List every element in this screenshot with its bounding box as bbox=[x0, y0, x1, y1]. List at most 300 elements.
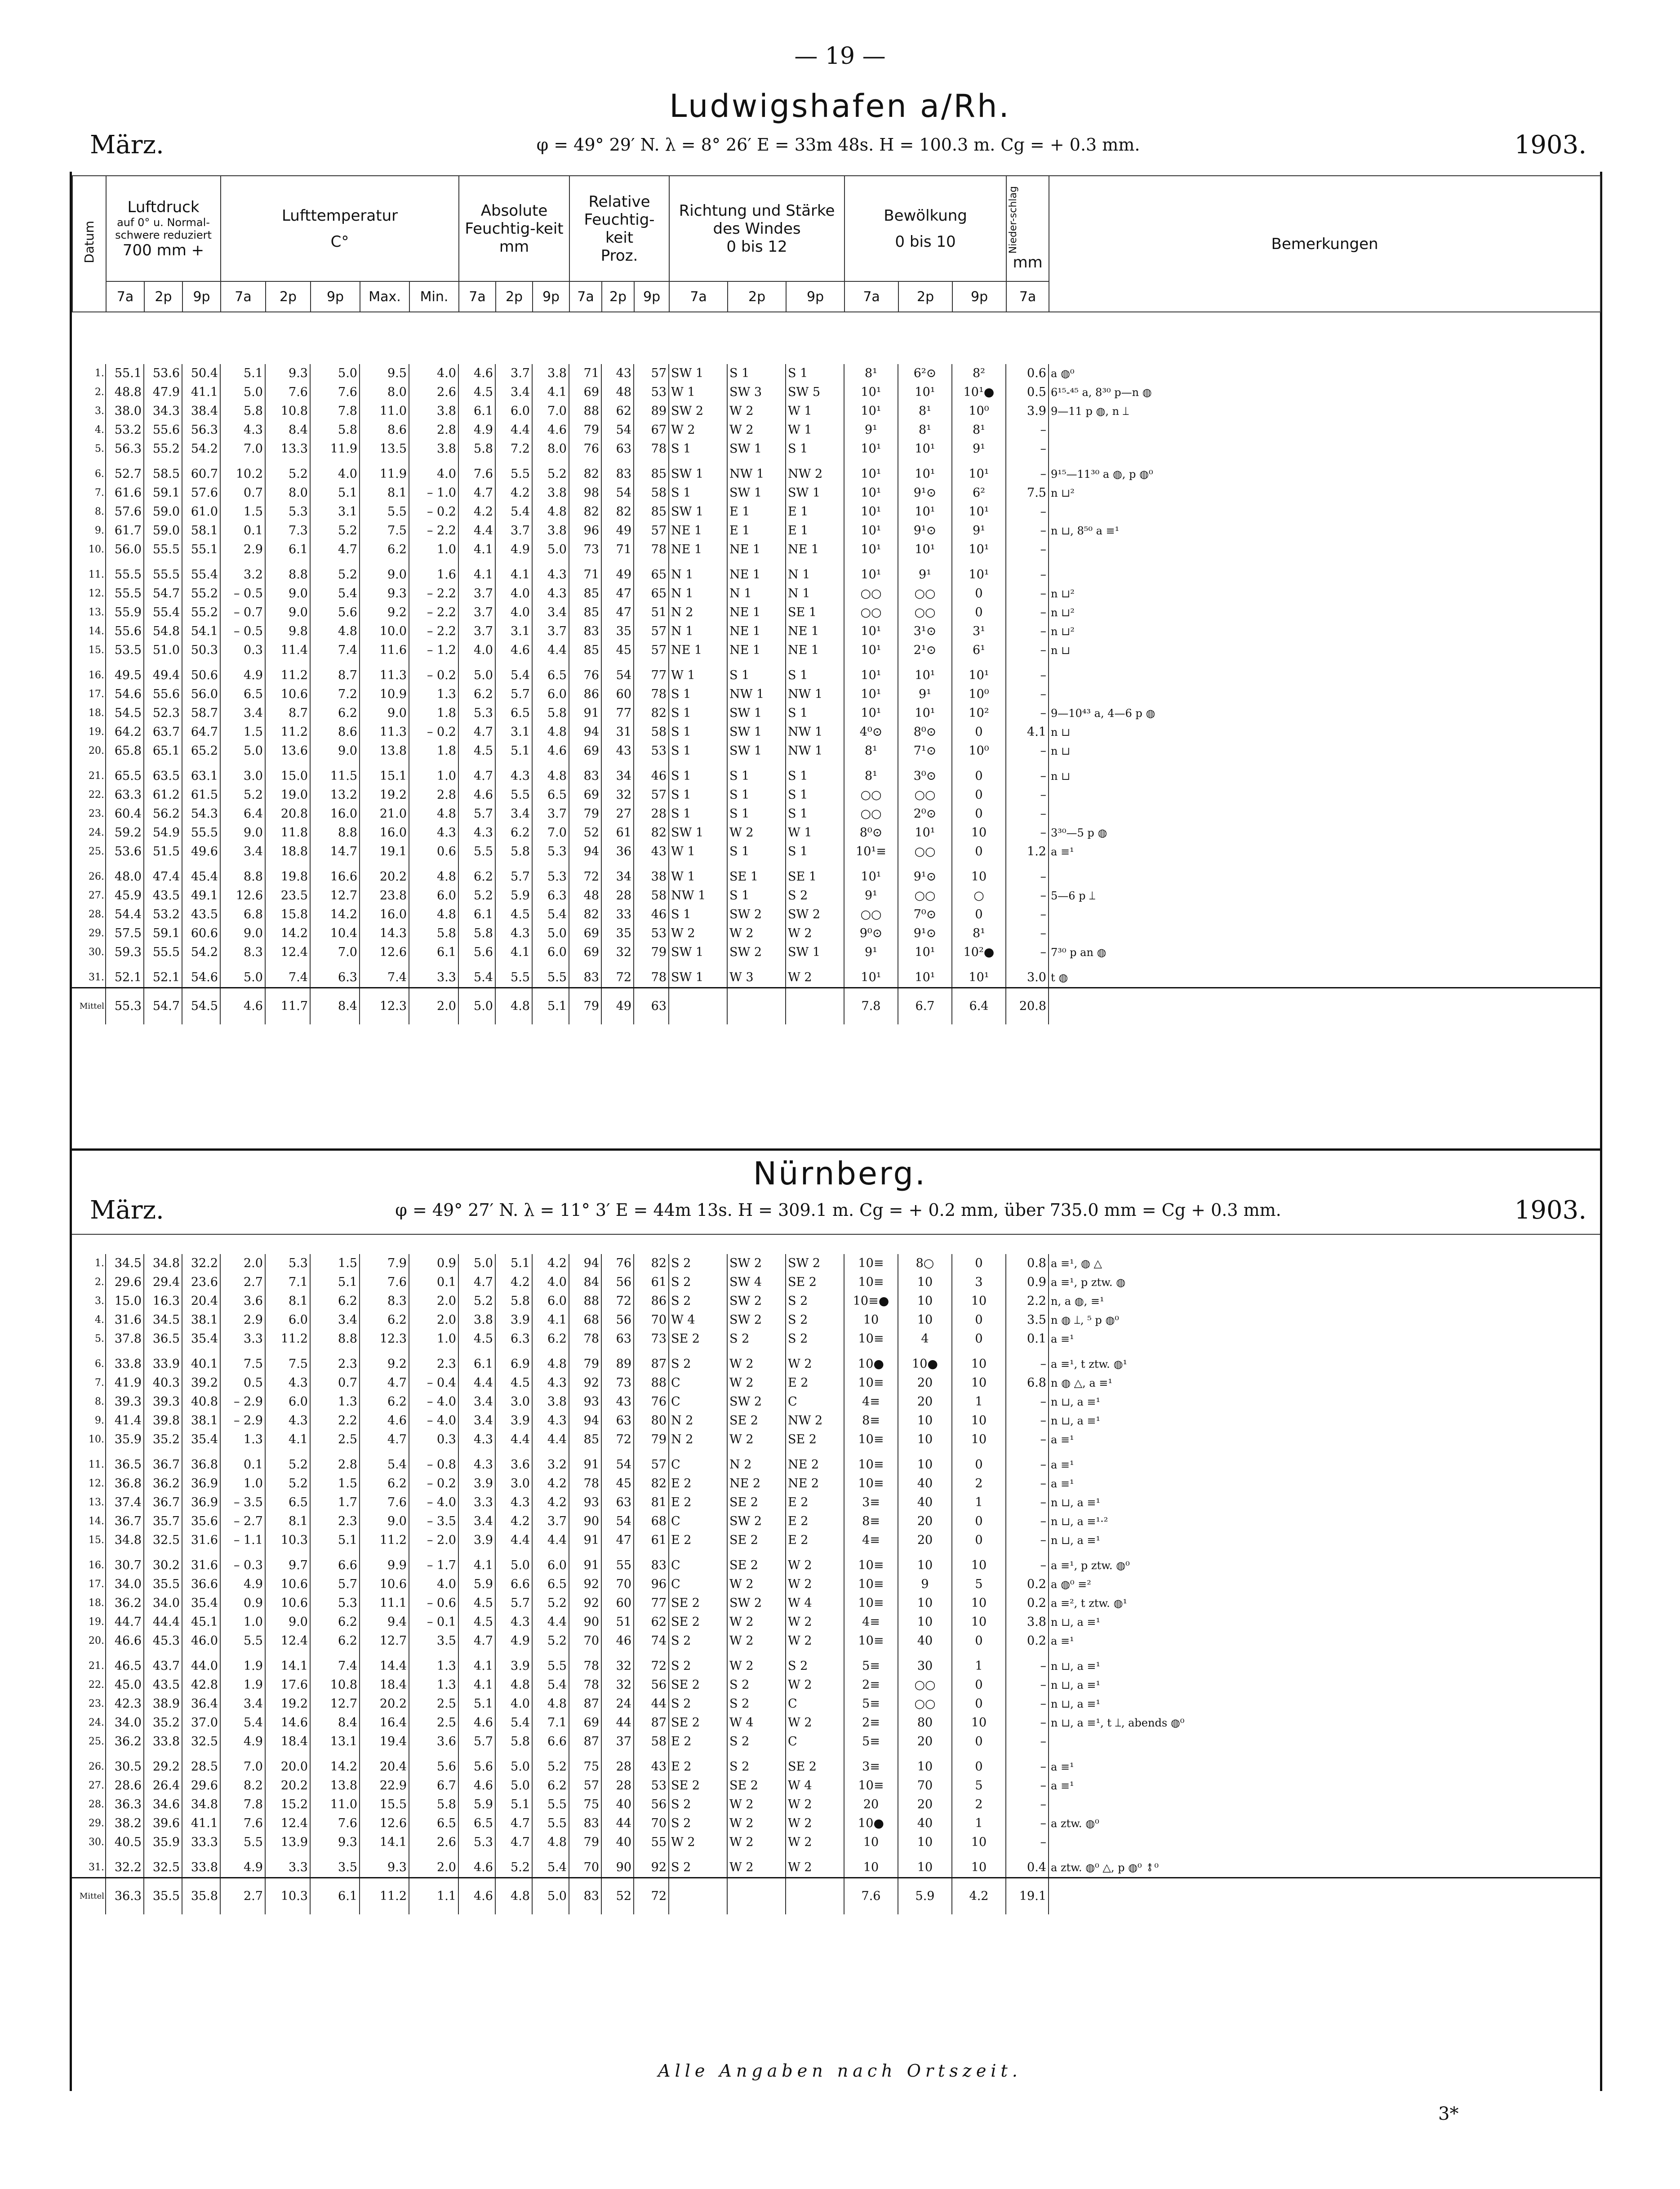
value-cell: 6.0 bbox=[532, 943, 569, 962]
table-row bbox=[72, 786, 1600, 805]
value-cell: 40 bbox=[898, 1632, 952, 1651]
value-cell: 11.1 bbox=[360, 1594, 409, 1613]
value-cell: S 1 bbox=[727, 805, 786, 823]
subheader-8: 7a bbox=[459, 281, 496, 312]
value-cell: 0 bbox=[952, 1676, 1006, 1695]
value-cell: SE 1 bbox=[727, 861, 786, 886]
value-cell: 31.6 bbox=[106, 1311, 144, 1330]
value-cell: 10≡ bbox=[844, 1632, 898, 1651]
value-cell: W 2 bbox=[727, 1348, 786, 1374]
value-cell: 92 bbox=[569, 1575, 601, 1594]
value-cell: W 1 bbox=[786, 823, 844, 842]
value-cell: S 2 bbox=[669, 1273, 727, 1292]
value-cell: 5.5 bbox=[220, 1632, 265, 1651]
value-cell: S 1 bbox=[669, 761, 727, 786]
value-cell: – bbox=[1006, 622, 1049, 641]
value-cell: 54.8 bbox=[144, 622, 182, 641]
value-cell: 70 bbox=[634, 1311, 669, 1330]
value-cell: 61 bbox=[601, 823, 634, 842]
value-cell: 5.8 bbox=[458, 924, 495, 943]
value-cell: 10 bbox=[952, 1852, 1006, 1878]
value-cell: 6.0 bbox=[532, 685, 569, 704]
value-cell: 54 bbox=[601, 660, 634, 685]
value-cell: S 1 bbox=[727, 786, 786, 805]
value-cell: 8≡ bbox=[844, 1411, 898, 1430]
value-cell: 69 bbox=[569, 786, 601, 805]
value-cell: 10¹ bbox=[952, 962, 1006, 988]
value-cell: 20 bbox=[898, 1531, 952, 1550]
date-cell: 5. bbox=[72, 440, 106, 458]
value-cell: 1.3 bbox=[220, 1430, 265, 1449]
subheader-18: 2p bbox=[898, 281, 952, 312]
value-cell: 35.5 bbox=[144, 1575, 182, 1594]
value-cell: 5 bbox=[952, 1776, 1006, 1795]
table-row bbox=[72, 943, 1600, 962]
value-cell: S 2 bbox=[727, 1732, 786, 1751]
value-cell: 32.2 bbox=[106, 1852, 144, 1878]
value-cell: 1.0 bbox=[220, 1474, 265, 1493]
value-cell: 7¹⊙ bbox=[898, 742, 952, 761]
value-cell: 2.6 bbox=[409, 1833, 458, 1852]
value-cell: 45.9 bbox=[106, 886, 144, 905]
table-row bbox=[72, 861, 1600, 886]
value-cell: – bbox=[1006, 1732, 1049, 1751]
value-cell: 6.1 bbox=[409, 943, 458, 962]
value-cell: 4.6 bbox=[458, 786, 495, 805]
mean-row bbox=[72, 1878, 1600, 1915]
value-cell: 6.5 bbox=[532, 1575, 569, 1594]
value-cell: 9.9 bbox=[360, 1550, 409, 1575]
value-cell: 9.3 bbox=[360, 1852, 409, 1878]
value-cell: 35.6 bbox=[182, 1512, 220, 1531]
value-cell: 5.0 bbox=[532, 924, 569, 943]
month-label: März. bbox=[90, 1196, 164, 1225]
value-cell: 9.3 bbox=[310, 1833, 360, 1852]
header-datum bbox=[72, 176, 106, 312]
subheader-0: 7a bbox=[106, 281, 144, 312]
value-cell: 36.9 bbox=[182, 1474, 220, 1493]
value-cell: 20 bbox=[898, 1795, 952, 1814]
date-cell: 26. bbox=[72, 861, 106, 886]
value-cell: 4.0 bbox=[495, 584, 532, 603]
value-cell: 93 bbox=[569, 1493, 601, 1512]
value-cell: 46.0 bbox=[182, 1632, 220, 1651]
value-cell: 10¹ bbox=[898, 440, 952, 458]
value-cell: C bbox=[786, 1732, 844, 1751]
value-cell: 5.4 bbox=[532, 905, 569, 924]
value-cell: 4.5 bbox=[458, 1594, 495, 1613]
value-cell: 3.2 bbox=[532, 1449, 569, 1474]
signature-mark: 3* bbox=[1438, 2104, 1459, 2124]
value-cell: W 1 bbox=[786, 421, 844, 440]
mean-cell bbox=[727, 988, 786, 1025]
value-cell: 4.9 bbox=[220, 1732, 265, 1751]
value-cell: 48 bbox=[601, 383, 634, 402]
date-cell: 25. bbox=[72, 842, 106, 861]
value-cell: – bbox=[1006, 1393, 1049, 1411]
value-cell: 3.9 bbox=[495, 1311, 532, 1330]
remark-cell: a ≡¹, p ztw. ◍⁰ bbox=[1051, 1559, 1130, 1572]
value-cell: 4⁰⊙ bbox=[844, 723, 898, 742]
value-cell: 3.7 bbox=[458, 622, 495, 641]
value-cell: 73 bbox=[569, 540, 601, 559]
value-cell: 13.8 bbox=[310, 1776, 360, 1795]
value-cell: 35 bbox=[601, 924, 634, 943]
value-cell: 5.1 bbox=[310, 484, 360, 503]
value-cell: NE 1 bbox=[786, 540, 844, 559]
month-label: März. bbox=[90, 130, 164, 160]
value-cell: 54.6 bbox=[182, 962, 220, 988]
value-cell: 36.7 bbox=[144, 1493, 182, 1512]
value-cell: 1.3 bbox=[409, 1676, 458, 1695]
value-cell: – bbox=[1006, 1493, 1049, 1512]
value-cell: 9¹⊙ bbox=[898, 484, 952, 503]
value-cell: 40 bbox=[898, 1814, 952, 1833]
value-cell: 3.7 bbox=[532, 1512, 569, 1531]
remark-cell: a ztw. ◍⁰ bbox=[1051, 1817, 1099, 1830]
value-cell: – bbox=[1006, 521, 1049, 540]
value-cell: 4.4 bbox=[458, 521, 495, 540]
value-cell: 11.9 bbox=[360, 458, 409, 484]
value-cell: W 2 bbox=[727, 1852, 786, 1878]
value-cell: 12.6 bbox=[360, 943, 409, 962]
value-cell: S 2 bbox=[669, 1795, 727, 1814]
value-cell: 6.6 bbox=[495, 1575, 532, 1594]
value-cell: W 1 bbox=[669, 383, 727, 402]
value-cell: 5.4 bbox=[360, 1449, 409, 1474]
subheader-2: 9p bbox=[182, 281, 221, 312]
value-cell: 11.3 bbox=[360, 660, 409, 685]
table-row bbox=[72, 1292, 1600, 1311]
value-cell: 3.0 bbox=[220, 761, 265, 786]
value-cell: W 2 bbox=[786, 1550, 844, 1575]
value-cell: 32.5 bbox=[144, 1852, 182, 1878]
value-cell: 5 bbox=[952, 1575, 1006, 1594]
value-cell: 9.0 bbox=[220, 823, 265, 842]
value-cell: ○○ bbox=[844, 786, 898, 805]
value-cell: 4.9 bbox=[458, 421, 495, 440]
value-cell: 55.6 bbox=[144, 421, 182, 440]
value-cell: 0.8 bbox=[1006, 1254, 1049, 1273]
remark-cell: a ≡¹ bbox=[1051, 1635, 1074, 1647]
value-cell: 4.0 bbox=[495, 603, 532, 622]
value-cell: 19.0 bbox=[265, 786, 310, 805]
table-row bbox=[72, 540, 1600, 559]
value-cell: W 1 bbox=[786, 402, 844, 421]
value-cell: 35.2 bbox=[144, 1713, 182, 1732]
value-cell: 9.4 bbox=[360, 1613, 409, 1632]
remark-cell: a ≡², t ztw. ◍¹ bbox=[1051, 1597, 1128, 1610]
value-cell: E 2 bbox=[669, 1474, 727, 1493]
value-cell: 65 bbox=[634, 559, 669, 584]
value-cell: SW 1 bbox=[669, 962, 727, 988]
value-cell: 13.3 bbox=[265, 440, 310, 458]
value-cell: 36.5 bbox=[106, 1449, 144, 1474]
value-cell: 54 bbox=[601, 484, 634, 503]
value-cell: 5.9 bbox=[458, 1795, 495, 1814]
value-cell: E 2 bbox=[669, 1732, 727, 1751]
value-cell: 3.4 bbox=[532, 603, 569, 622]
value-cell: 98 bbox=[569, 484, 601, 503]
value-cell: – 2.2 bbox=[409, 603, 458, 622]
value-cell: 54 bbox=[601, 1512, 634, 1531]
value-cell: 4.3 bbox=[495, 1613, 532, 1632]
value-cell: 9.7 bbox=[265, 1550, 310, 1575]
value-cell: 47 bbox=[601, 603, 634, 622]
value-cell: 4.8 bbox=[409, 805, 458, 823]
value-cell: 40.5 bbox=[106, 1833, 144, 1852]
header-luftdruck: Luftdruck auf 0° u. Normal-schwere reduziert 700 mm + bbox=[106, 176, 221, 281]
value-cell: 10≡ bbox=[844, 1449, 898, 1474]
value-cell: 7.6 bbox=[265, 383, 310, 402]
value-cell: 6.8 bbox=[1006, 1374, 1049, 1393]
value-cell: 10≡● bbox=[844, 1292, 898, 1311]
value-cell: 5.4 bbox=[495, 503, 532, 521]
value-cell: 3.4 bbox=[495, 383, 532, 402]
value-cell: – bbox=[1006, 1474, 1049, 1493]
value-cell: 1.3 bbox=[310, 1393, 360, 1411]
date-cell: 12. bbox=[72, 1474, 106, 1493]
coordinates: φ = 49° 27′ N. λ = 11° 3′ E = 44m 13s. H = 309.1 m. Cg = + 0.2 mm, über 735.0 mm = Cg + 0.3 mm. bbox=[395, 1200, 1281, 1220]
value-cell: 85 bbox=[569, 641, 601, 660]
value-cell: 5.3 bbox=[532, 861, 569, 886]
value-cell: 15.0 bbox=[106, 1292, 144, 1311]
date-cell: 22. bbox=[72, 786, 106, 805]
value-cell: 34.6 bbox=[144, 1795, 182, 1814]
value-cell: N 1 bbox=[669, 559, 727, 584]
value-cell: S 1 bbox=[669, 440, 727, 458]
remark-cell: n ⊔ bbox=[1051, 644, 1071, 657]
value-cell: 58.5 bbox=[144, 458, 182, 484]
value-cell: 3.7 bbox=[495, 521, 532, 540]
mean-label: Mittel bbox=[72, 988, 106, 1025]
value-cell: 82 bbox=[601, 503, 634, 521]
remark-cell: n ⊔, a ≡¹ bbox=[1051, 1679, 1101, 1691]
value-cell: 55.1 bbox=[106, 364, 144, 383]
value-cell: 7.0 bbox=[220, 440, 265, 458]
value-cell: 7.6 bbox=[310, 383, 360, 402]
value-cell: 72 bbox=[601, 962, 634, 988]
value-cell: – 0.2 bbox=[409, 503, 458, 521]
remark-cell bbox=[1049, 924, 1600, 943]
table-row bbox=[72, 458, 1600, 484]
value-cell: S 1 bbox=[786, 842, 844, 861]
value-cell: 54.4 bbox=[106, 905, 144, 924]
value-cell: 20.0 bbox=[265, 1751, 310, 1776]
value-cell: – bbox=[1006, 805, 1049, 823]
value-cell: 55.5 bbox=[144, 540, 182, 559]
value-cell: 4.3 bbox=[495, 1493, 532, 1512]
value-cell: 54 bbox=[601, 421, 634, 440]
date-cell: 24. bbox=[72, 1713, 106, 1732]
value-cell: 5.3 bbox=[265, 1254, 310, 1273]
remark-cell: a ◍⁰ bbox=[1051, 367, 1075, 380]
value-cell: 1 bbox=[952, 1814, 1006, 1833]
value-cell: 33 bbox=[601, 905, 634, 924]
value-cell: 5.8 bbox=[495, 1732, 532, 1751]
value-cell: 10²● bbox=[952, 943, 1006, 962]
value-cell: W 1 bbox=[669, 842, 727, 861]
value-cell: 8.0 bbox=[265, 484, 310, 503]
value-cell: SW 2 bbox=[786, 905, 844, 924]
value-cell: 7.5 bbox=[360, 521, 409, 540]
date-cell: 2. bbox=[72, 383, 106, 402]
table-row bbox=[72, 559, 1600, 584]
mean-cell: 63 bbox=[634, 988, 669, 1025]
value-cell: 70 bbox=[898, 1776, 952, 1795]
value-cell: 10.0 bbox=[360, 622, 409, 641]
value-cell: 9.0 bbox=[310, 742, 360, 761]
value-cell: 5.4 bbox=[532, 1676, 569, 1695]
value-cell: 59.2 bbox=[106, 823, 144, 842]
value-cell: 0 bbox=[952, 603, 1006, 622]
value-cell: 11.2 bbox=[265, 660, 310, 685]
value-cell: 30.5 bbox=[106, 1751, 144, 1776]
value-cell: 11.8 bbox=[265, 823, 310, 842]
value-cell: NE 1 bbox=[727, 559, 786, 584]
value-cell: 10¹ bbox=[952, 503, 1006, 521]
value-cell: 10¹ bbox=[844, 559, 898, 584]
value-cell: S 1 bbox=[786, 805, 844, 823]
value-cell: 0 bbox=[952, 761, 1006, 786]
value-cell: 14.1 bbox=[265, 1651, 310, 1676]
value-cell: 21.0 bbox=[360, 805, 409, 823]
value-cell: NW 1 bbox=[786, 723, 844, 742]
value-cell: 5.8 bbox=[458, 440, 495, 458]
value-cell: 77 bbox=[601, 704, 634, 723]
value-cell: 8.8 bbox=[310, 1330, 360, 1348]
value-cell: 56 bbox=[601, 1273, 634, 1292]
date-cell: 18. bbox=[72, 704, 106, 723]
value-cell: 5.2 bbox=[265, 458, 310, 484]
value-cell: 20.2 bbox=[265, 1776, 310, 1795]
value-cell: 19.2 bbox=[265, 1695, 310, 1713]
subheader-19: 9p bbox=[952, 281, 1006, 312]
mean-cell: 4.8 bbox=[495, 988, 532, 1025]
value-cell: 2.3 bbox=[310, 1512, 360, 1531]
value-cell: 1.5 bbox=[310, 1474, 360, 1493]
value-cell: 10¹ bbox=[952, 458, 1006, 484]
table-row bbox=[72, 1632, 1600, 1651]
value-cell: 3.3 bbox=[220, 1330, 265, 1348]
table-row bbox=[72, 1776, 1600, 1795]
table-row bbox=[72, 886, 1600, 905]
value-cell: 37 bbox=[601, 1732, 634, 1751]
table-row bbox=[72, 402, 1600, 421]
value-cell: 5.6 bbox=[458, 943, 495, 962]
value-cell: – bbox=[1006, 861, 1049, 886]
value-cell: 91 bbox=[569, 1449, 601, 1474]
value-cell: NE 2 bbox=[786, 1474, 844, 1493]
value-cell: 1 bbox=[952, 1393, 1006, 1411]
value-cell: 5.7 bbox=[495, 685, 532, 704]
value-cell: 6.1 bbox=[458, 402, 495, 421]
value-cell: 1.6 bbox=[409, 559, 458, 584]
value-cell: – bbox=[1006, 1651, 1049, 1676]
value-cell: 87 bbox=[634, 1348, 669, 1374]
value-cell: 5.5 bbox=[495, 962, 532, 988]
value-cell: 35.2 bbox=[144, 1430, 182, 1449]
value-cell: 3.4 bbox=[495, 805, 532, 823]
table-row bbox=[72, 1474, 1600, 1493]
value-cell: 55 bbox=[601, 1550, 634, 1575]
value-cell: 0 bbox=[952, 1732, 1006, 1751]
value-cell: 36.2 bbox=[106, 1732, 144, 1751]
value-cell: 81 bbox=[634, 1493, 669, 1512]
remark-cell: a ≡¹ bbox=[1051, 845, 1074, 858]
value-cell: 7.2 bbox=[495, 440, 532, 458]
mean-cell bbox=[1049, 988, 1600, 1025]
value-cell: 45 bbox=[601, 641, 634, 660]
value-cell: 37.4 bbox=[106, 1493, 144, 1512]
value-cell: 7.4 bbox=[265, 962, 310, 988]
value-cell: 9.0 bbox=[265, 584, 310, 603]
value-cell: 56.3 bbox=[106, 440, 144, 458]
value-cell: 10¹ bbox=[898, 503, 952, 521]
value-cell: 5.1 bbox=[458, 1695, 495, 1713]
value-cell: 1.9 bbox=[220, 1651, 265, 1676]
value-cell: 92 bbox=[634, 1852, 669, 1878]
value-cell: 71 bbox=[569, 559, 601, 584]
value-cell: 11.9 bbox=[310, 440, 360, 458]
remark-cell bbox=[1049, 421, 1600, 440]
remark-cell: 9¹⁵—11³⁰ a ◍, p ◍⁰ bbox=[1051, 468, 1153, 481]
value-cell: 10≡ bbox=[844, 1430, 898, 1449]
value-cell: 44 bbox=[601, 1814, 634, 1833]
value-cell: 77 bbox=[634, 660, 669, 685]
value-cell: 36.2 bbox=[144, 1474, 182, 1493]
value-cell: 6.2 bbox=[310, 704, 360, 723]
value-cell: 34.0 bbox=[106, 1713, 144, 1732]
value-cell: 5.5 bbox=[495, 786, 532, 805]
value-cell: 10¹ bbox=[898, 704, 952, 723]
value-cell: 20.4 bbox=[182, 1292, 220, 1311]
mean-cell bbox=[669, 1878, 727, 1915]
value-cell: 0.1 bbox=[409, 1273, 458, 1292]
value-cell: S 1 bbox=[727, 364, 786, 383]
value-cell: 9.0 bbox=[360, 559, 409, 584]
value-cell: 87 bbox=[634, 1713, 669, 1732]
value-cell: 0 bbox=[952, 1449, 1006, 1474]
value-cell: SW 2 bbox=[727, 1393, 786, 1411]
value-cell: – 4.0 bbox=[409, 1393, 458, 1411]
value-cell: – 0.2 bbox=[409, 723, 458, 742]
value-cell: 78 bbox=[634, 685, 669, 704]
value-cell: 12.7 bbox=[310, 1695, 360, 1713]
value-cell: 32.5 bbox=[182, 1732, 220, 1751]
value-cell: 4.2 bbox=[532, 1254, 569, 1273]
value-cell: 3.7 bbox=[532, 805, 569, 823]
value-cell: 15.0 bbox=[265, 761, 310, 786]
value-cell: S 2 bbox=[786, 1292, 844, 1311]
value-cell: 3.0 bbox=[1006, 962, 1049, 988]
value-cell: SW 2 bbox=[727, 1311, 786, 1330]
value-cell: 3¹ bbox=[952, 622, 1006, 641]
mean-cell: 2.0 bbox=[409, 988, 458, 1025]
value-cell: S 1 bbox=[669, 786, 727, 805]
value-cell: 29.6 bbox=[106, 1273, 144, 1292]
date-cell: 11. bbox=[72, 559, 106, 584]
remark-cell bbox=[1049, 805, 1600, 823]
value-cell: 10≡ bbox=[844, 1550, 898, 1575]
value-cell: W 2 bbox=[727, 1575, 786, 1594]
value-cell: 10 bbox=[844, 1311, 898, 1330]
value-cell: SW 1 bbox=[669, 943, 727, 962]
remark-cell: a ztw. ◍⁰ △, p ◍⁰ ⥉⁰ bbox=[1051, 1861, 1159, 1874]
value-cell: 38.1 bbox=[182, 1411, 220, 1430]
value-cell: N 1 bbox=[669, 584, 727, 603]
value-cell: 73 bbox=[634, 1330, 669, 1348]
